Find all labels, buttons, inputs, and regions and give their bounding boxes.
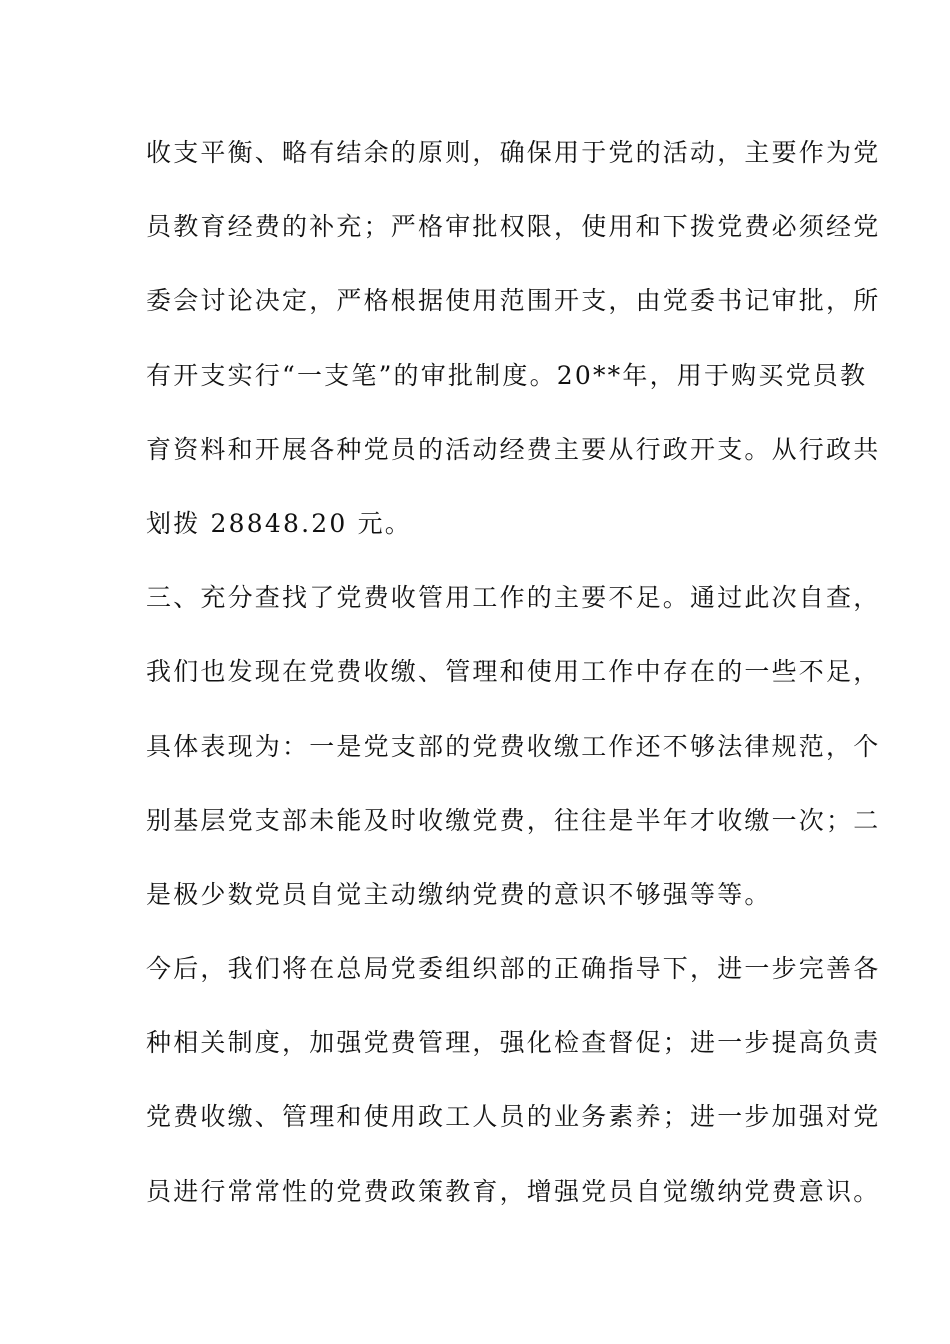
text-line-15: 员进行常常性的党费政策教育，增强党员自觉缴纳党费意识。 <box>146 1176 881 1206</box>
text-line-3: 委会讨论决定，严格根据使用范围开支，由党委书记审批，所 <box>146 286 881 316</box>
body-text <box>146 130 881 1243</box>
text-line-4: 有开支实行“一支笔”的审批制度。20**年，用于购买党员教 <box>146 360 868 390</box>
text-line-12: 今后，我们将在总局党委组织部的正确指导下，进一步完善各 <box>146 954 881 984</box>
text-line-2: 员教育经费的补充；严格审批权限，使用和下拨党费必须经党 <box>146 212 881 242</box>
text-line-10: 别基层党支部未能及时收缴党费，往往是半年才收缴一次；二 <box>146 805 881 835</box>
text-line-11: 是极少数党员自觉主动缴纳党费的意识不够强等等。 <box>146 879 772 909</box>
text-line-8: 我们也发现在党费收缴、管理和使用工作中存在的一些不足， <box>146 657 881 687</box>
text-line-13: 种相关制度，加强党费管理，强化检查督促；进一步提高负责 <box>146 1028 881 1058</box>
text-line-6: 划拨 28848.20 元。 <box>146 508 412 538</box>
text-line-14: 党费收缴、管理和使用政工人员的业务素养；进一步加强对党 <box>146 1102 881 1132</box>
text-line-7: 三、充分查找了党费收管用工作的主要不足。通过此次自查， <box>146 583 881 613</box>
text-line-1: 收支平衡、略有结余的原则，确保用于党的活动，主要作为党 <box>146 138 881 167</box>
text-line-5: 育资料和开展各种党员的活动经费主要从行政开支。从行政共 <box>146 434 881 464</box>
text-line-9: 具体表现为：一是党支部的党费收缴工作还不够法律规范，个 <box>146 731 881 761</box>
